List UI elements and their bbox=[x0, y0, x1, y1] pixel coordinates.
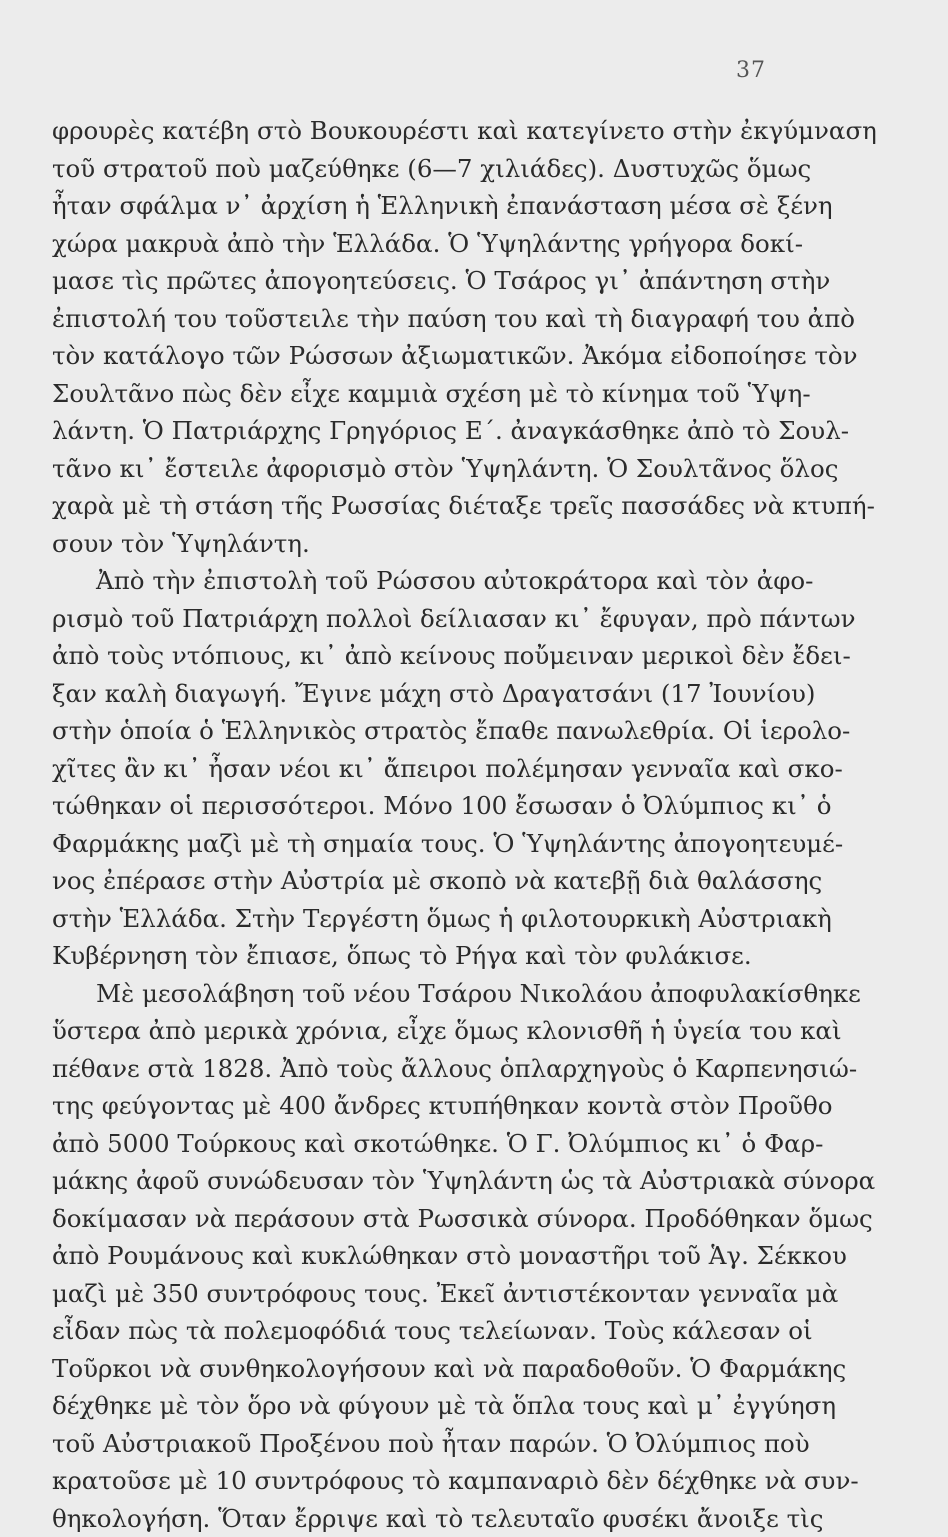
text-line: δέχθηκε μὲ τὸν ὅρο νὰ φύγουν μὲ τὰ ὅπλα τους καὶ μ᾽ ἐγγύηση bbox=[52, 1387, 792, 1425]
text-line: ἐπιστολή του τοῦστειλε τὴν παύση του καὶ τὴ διαγραφή του ἀπὸ bbox=[52, 300, 792, 338]
text-line: θηκολογήση. Ὅταν ἔρριψε καὶ τὸ τελευταῖο φυσέκι ἄνοιξε τὶς bbox=[52, 1500, 792, 1537]
text-line: μαζὶ μὲ 350 συντρόφους τους. Ἐκεῖ ἀντιστέκονταν γενναῖα μὰ bbox=[52, 1275, 792, 1313]
text-line: τώθηκαν οἱ περισσότεροι. Μόνο 100 ἔσωσαν ὁ Ὀλύμπιος κι᾽ ὁ bbox=[52, 787, 792, 825]
text-line: Σουλτᾶνο πὼς δὲν εἶχε καμμιὰ σχέση μὲ τὸ κίνημα τοῦ Ὑψη- bbox=[52, 375, 792, 413]
text-line: σουν τὸν Ὑψηλάντη. bbox=[52, 525, 792, 563]
text-line: ρισμὸ τοῦ Πατριάρχη πολλοὶ δείλιασαν κι᾽ ἔφυγαν, πρὸ πάντων bbox=[52, 600, 792, 638]
text-line: φρουρὲς κατέβη στὸ Βουκουρέστι καὶ κατεγίνετο στὴν ἐκγύμναση bbox=[52, 112, 792, 150]
text-line: χαρὰ μὲ τὴ στάση τῆς Ρωσσίας διέταξε τρεῖς πασσάδες νὰ κτυπή- bbox=[52, 487, 792, 525]
text-line: ἦταν σφάλμα ν᾽ ἀρχίση ἡ Ἑλληνικὴ ἐπανάσταση μέσα σὲ ξένη bbox=[52, 187, 792, 225]
text-line: τᾶνο κι᾽ ἔστειλε ἀφορισμὸ στὸν Ὑψηλάντη. Ὁ Σουλτᾶνος ὅλος bbox=[52, 450, 792, 488]
text-line: τοῦ Αὐστριακοῦ Προξένου ποὺ ἦταν παρών. Ὁ Ὀλύμπιος ποὺ bbox=[52, 1425, 792, 1463]
page-number: 37 bbox=[736, 58, 766, 83]
text-line: ξαν καλὴ διαγωγή. Ἔγινε μάχη στὸ Δραγατσάνι (17 Ἰουνίου) bbox=[52, 675, 792, 713]
text-line: χῖτες ἂν κι᾽ ἦσαν νέοι κι᾽ ἄπειροι πολέμησαν γενναῖα καὶ σκο- bbox=[52, 750, 792, 788]
text-line: Ἀπὸ τὴν ἐπιστολὴ τοῦ Ρώσσου αὐτοκράτορα καὶ τὸν ἀφο- bbox=[52, 562, 792, 600]
text-line: μάκης ἀφοῦ συνώδευσαν τὸν Ὑψηλάντη ὡς τὰ Αὐστριακὰ σύνορα bbox=[52, 1162, 792, 1200]
text-line: ἀπὸ 5000 Τούρκους καὶ σκοτώθηκε. Ὁ Γ. Ὀλύμπιος κι᾽ ὁ Φαρ- bbox=[52, 1125, 792, 1163]
text-line: πέθανε στὰ 1828. Ἀπὸ τοὺς ἄλλους ὁπλαρχηγοὺς ὁ Καρπενησιώ- bbox=[52, 1050, 792, 1088]
text-line: στὴν ὁποία ὁ Ἑλληνικὸς στρατὸς ἔπαθε πανωλεθρία. Οἱ ἱερολο- bbox=[52, 712, 792, 750]
text-line: τὸν κατάλογο τῶν Ρώσσων ἀξιωματικῶν. Ἀκόμα εἰδοποίησε τὸν bbox=[52, 337, 792, 375]
text-line: στὴν Ἑλλάδα. Στὴν Τεργέστη ὅμως ἡ φιλοτουρκικὴ Αὐστριακὴ bbox=[52, 900, 792, 938]
text-line: λάντη. Ὁ Πατριάρχης Γρηγόριος Ε΄. ἀναγκάσθηκε ἀπὸ τὸ Σουλ- bbox=[52, 412, 792, 450]
text-line: ἀπὸ Ρουμάνους καὶ κυκλώθηκαν στὸ μοναστῆρι τοῦ Ἁγ. Σέκκου bbox=[52, 1237, 792, 1275]
text-line: Τοῦρκοι νὰ συνθηκολογήσουν καὶ νὰ παραδοθοῦν. Ὁ Φαρμάκης bbox=[52, 1350, 792, 1388]
text-line: κρατοῦσε μὲ 10 συντρόφους τὸ καμπαναριὸ δὲν δέχθηκε νὰ συν- bbox=[52, 1462, 792, 1500]
text-line: νος ἐπέρασε στὴν Αὐστρία μὲ σκοπὸ νὰ κατεβῇ διὰ θαλάσσης bbox=[52, 862, 792, 900]
text-line: ἀπὸ τοὺς ντόπιους, κι᾽ ἀπὸ κείνους ποὔμειναν μερικοὶ δὲν ἔδει- bbox=[52, 637, 792, 675]
text-line: μασε τὶς πρῶτες ἀπογοητεύσεις. Ὁ Τσάρος γι᾽ ἀπάντηση στὴν bbox=[52, 262, 792, 300]
text-line: Κυβέρνηση τὸν ἔπιασε, ὅπως τὸ Ρήγα καὶ τὸν φυλάκισε. bbox=[52, 937, 792, 975]
text-line: ὕστερα ἀπὸ μερικὰ χρόνια, εἶχε ὅμως κλονισθῆ ἡ ὑγεία του καὶ bbox=[52, 1012, 792, 1050]
text-line: εἶδαν πὼς τὰ πολεμοφόδιά τους τελείωναν. Τοὺς κάλεσαν οἱ bbox=[52, 1312, 792, 1350]
text-line: χώρα μακρυὰ ἀπὸ τὴν Ἑλλάδα. Ὁ Ὑψηλάντης γρήγορα δοκί- bbox=[52, 225, 792, 263]
text-line: Φαρμάκης μαζὶ μὲ τὴ σημαία τους. Ὁ Ὑψηλάντης ἀπογοητευμέ- bbox=[52, 825, 792, 863]
text-line: τοῦ στρατοῦ ποὺ μαζεύθηκε (6—7 χιλιάδες). Δυστυχῶς ὅμως bbox=[52, 150, 792, 188]
body-text bbox=[52, 112, 792, 1537]
text-line: δοκίμασαν νὰ περάσουν στὰ Ρωσσικὰ σύνορα. Προδόθηκαν ὅμως bbox=[52, 1200, 792, 1238]
text-line: της φεύγοντας μὲ 400 ἄνδρες κτυπήθηκαν κοντὰ στὸν Προῦθο bbox=[52, 1087, 792, 1125]
text-line: Μὲ μεσολάβηση τοῦ νέου Τσάρου Νικολάου ἀποφυλακίσθηκε bbox=[52, 975, 792, 1013]
